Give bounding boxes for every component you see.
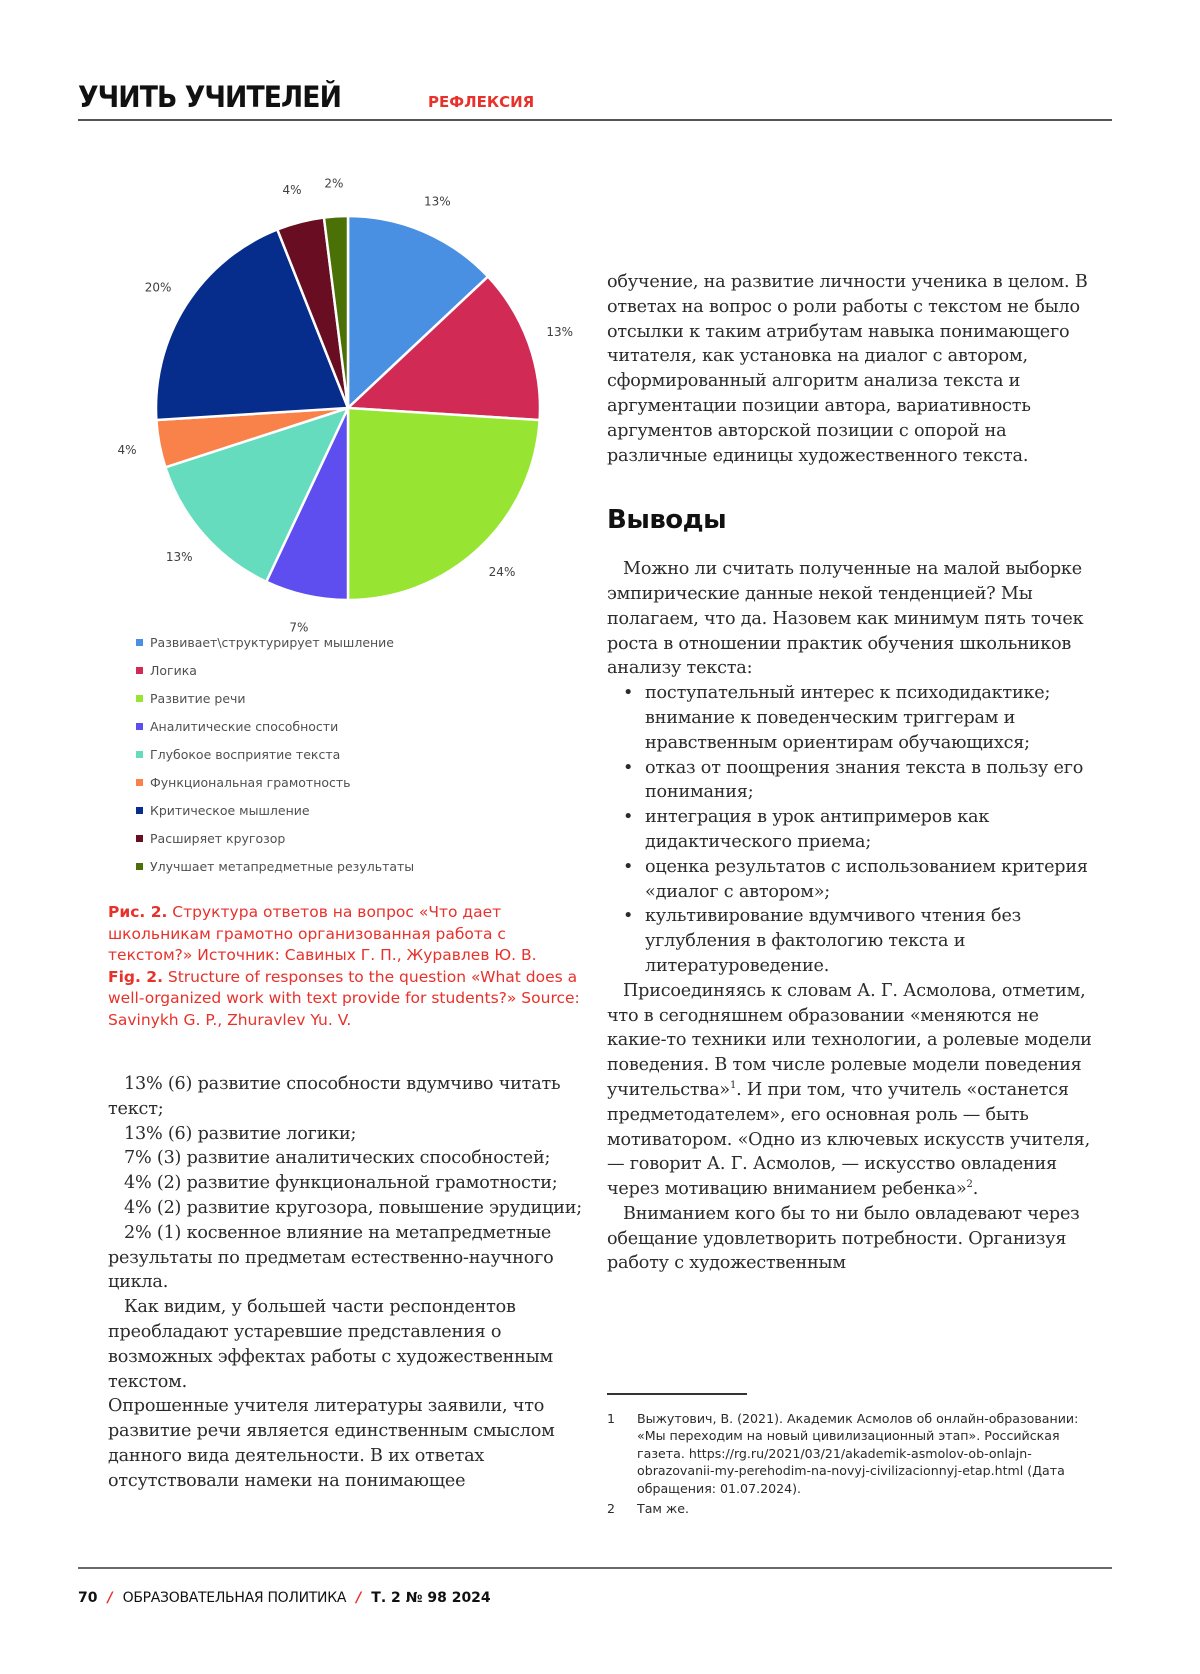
legend-swatch-icon [136,779,143,786]
list-item: • поступательный интерес к психодидактике; внимание к поведенческим триггерам и нравственным ориентирам обучающихся; [607,681,1093,755]
slice-percent-label: 20% [144,280,172,295]
pie-chart-svg [100,170,574,635]
legend-label: Расширяет кругозор [150,830,286,846]
list-item: • отказ от поощрения знания текста в пользу его понимания; [607,756,1093,806]
footnote [607,1410,1097,1497]
journal-name: ОБРАЗОВАТЕЛЬНАЯ ПОЛИТИКА [122,1590,347,1606]
caption-en-text: Structure of responses to the question «What does a well-organized work with text provide for students?» Source: Savinykh G. P., Zhuravlev Yu. V. [108,967,580,1029]
legend-label: Функциональная грамотность [150,774,351,790]
list-item: • оценка результатов с использованием критерия «диалог с автором»; [607,855,1093,905]
paragraph: Вниманием кого бы то ни было овладевают через обещание удовлетворить потребности. Организуя работу с художественным [607,1203,1080,1274]
legend-item [136,852,414,880]
legend-item [136,768,414,796]
paragraph: 2% (1) косвенное влияние на метапредметные результаты по предметам естественно-научного цикла. [108,1222,554,1293]
legend-swatch-icon [136,695,143,702]
paragraph-text: Присоединяясь к словам А. Г. Асмолова, отметим, что в сегодняшнем образовании «меняются не какие-то техники или технологии, а ролевые модели поведения. В том числе ролевые модели поведения учительства» [607,980,1092,1100]
legend-item [136,684,414,712]
caption-ru-text: Структура ответов на вопрос «Что дает школьникам грамотно организованная работа с текстом?» Источник: Савиных Г. П., Журавлев Ю. В. [108,903,537,964]
legend-label: Логика [150,662,197,678]
page-number: 70 [78,1590,98,1606]
caption-ru [108,902,588,967]
page-footer [78,1590,491,1606]
slice-percent-label: 4% [117,443,137,458]
footnote-text: Там же. [637,1501,690,1517]
caption-ru-label: Рис. 2. [108,903,168,921]
legend-label: Аналитические способности [150,718,339,734]
journal-rubric-title: УЧИТЬ УЧИТЕЛЕЙ [78,80,342,114]
slice-percent-label: 4% [282,183,302,198]
slice-percent-label: 7% [289,620,309,635]
legend-swatch-icon [136,667,143,674]
footnote-text: Выжутович, В. (2021). Академик Асмолов об онлайн-образовании: «Мы переходим на новый цивилизационный этап». Российская газета. https://rg.ru/2021/03/21/akademik-asmolov-ob-onlajn-obrazovanii-my-perehodim-na-novyj-civilizacionnyj-etap.html (Дата обращения: 01.07.2024). [637,1411,1079,1496]
footnote-ref-1[interactable]: 1 [729,1080,737,1092]
footnote-ref-2[interactable]: 2 [966,1179,973,1191]
legend-label: Развивает\структурирует мышление [150,634,395,650]
footer-divider [78,1567,1112,1569]
left-column-text [108,1072,594,1494]
paragraph: Как видим, у большей части респондентов преобладают устаревшие представления о возможных эффектах работы с художественным текстом. [108,1297,553,1392]
footnote-divider [607,1393,747,1395]
slice-percent-label: 13% [165,549,193,564]
legend-item [136,712,414,740]
legend-item [136,824,414,852]
right-column-text [607,270,1093,1276]
paragraph-text: . [972,1179,979,1200]
slice-percent-label: 13% [546,324,574,339]
paragraph: 13% (6) развитие способности вдумчиво читать текст; [108,1074,561,1119]
slash-separator-icon: / [356,1590,362,1606]
slash-separator-icon: / [107,1590,113,1606]
legend-swatch-icon [136,807,143,814]
legend-label: Развитие речи [150,690,246,706]
slice-percent-label: 13% [424,194,451,209]
legend-swatch-icon [136,863,143,870]
pie-chart [100,170,574,635]
legend-label: Критическое мышление [150,802,310,818]
section-heading-conclusions: Выводы [607,505,727,536]
legend-label: Улучшает метапредметные результаты [150,858,415,874]
legend-item [136,796,414,824]
issue-info: Т. 2 № 98 2024 [371,1590,491,1606]
legend-label: Глубокое восприятие текста [150,746,341,762]
footnote-number: 2 [607,1501,616,1517]
footnote [607,1500,1097,1517]
paragraph: 7% (3) развитие аналитических способностей; [124,1148,551,1169]
section-label: РЕФЛЕКСИЯ [428,93,535,111]
slice-percent-label: 2% [324,176,344,191]
paragraph [607,979,1093,1202]
paragraph: 13% (6) развитие логики; [124,1123,357,1144]
caption-en [108,967,588,1032]
growth-points-list [607,681,1093,979]
paragraph: Опрошенные учителя литературы заявили, что развитие речи является единственным смыслом данного вида деятельности. В их ответах отсутствовали намеки на понимающее [108,1396,555,1491]
slice-percent-label: 24% [488,565,516,580]
paragraph: Можно ли считать полученные на малой выборке эмпирические данные некой тенденцией? Мы полагаем, что да. Назовем как минимум пять точек роста в отношении практик обучения школьников анализу текста: [607,559,1084,679]
caption-en-label: Fig. 2. [108,967,163,986]
legend-swatch-icon [136,835,143,842]
paragraph: 4% (2) развитие функциональной грамотности; [124,1173,558,1194]
legend-item [136,656,414,684]
figure-caption [108,902,588,1031]
paragraph-text: . И при том, что учитель «останется предметодателем», его основная роль — быть мотиватором. «Одно из ключевых искусств учителя, — говорит А. Г. Асмолов, — искусство овладения через мотивацию вниманием ребенка» [607,1079,1090,1200]
legend-swatch-icon [136,751,143,758]
legend-item [136,628,414,656]
paragraph-intro: обучение, на развитие личности ученика в целом. В ответах на вопрос о роли работы с текстом не было отсылки к таким атрибутам навыка понимающего читателя, как установка на диалог с автором, сформированный алгоритм анализа текста и аргументации позиции автора, вариативность аргументов авторской позиции с опорой на различные единицы художественного текста. [607,272,1088,466]
legend-swatch-icon [136,639,143,646]
legend-swatch-icon [136,723,143,730]
header-divider [78,119,1112,121]
footnotes [607,1410,1097,1520]
paragraph: 4% (2) развитие кругозора, повышение эрудиции; [124,1197,582,1218]
list-item: • интеграция в урок антипримеров как дидактического приема; [607,805,1093,855]
footnote-number: 1 [607,1411,616,1426]
running-header [78,80,1112,114]
chart-legend [136,628,414,880]
legend-item [136,740,414,768]
list-item: • культивирование вдумчивого чтения без углубления в фактологию текста и литературоведение. [607,904,1093,978]
